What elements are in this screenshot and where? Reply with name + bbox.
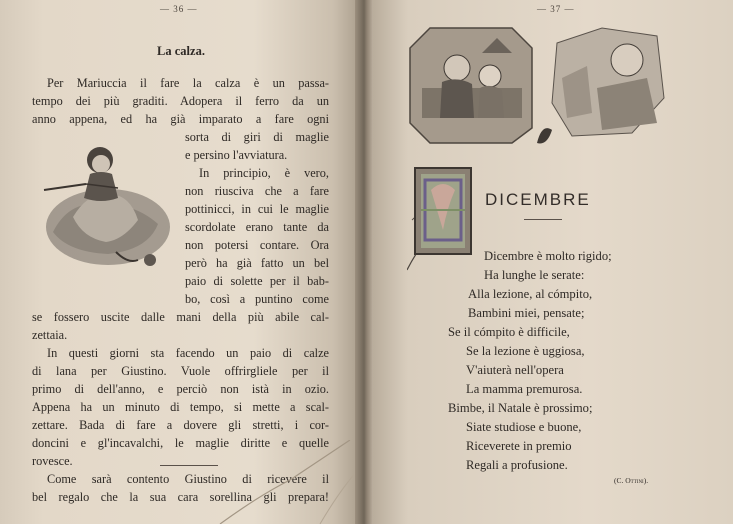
text-line: bo, così a puntino come — [185, 292, 329, 306]
text-line: bel regalo che la sua cara sorellina gli prepara! — [32, 490, 329, 504]
text-line: di lana per Giustino. Vuole offrirgliele per il — [32, 364, 329, 378]
poem-line: Ha lunghe le serate: — [484, 268, 585, 282]
text-line: In questi giorni sta facendo un paio di calze — [47, 346, 329, 360]
poem-line: La mamma premurosa. — [466, 382, 583, 396]
text-line: zettare. Bada di fare a dovere gli stretti, i cor- — [32, 418, 329, 432]
text-line: non potersi contare. Ora — [185, 238, 329, 252]
page-number: — 37 — — [537, 4, 575, 14]
left-page — [0, 0, 362, 524]
text-line: rovesce. — [32, 454, 73, 468]
text-line: Come sarà contento Giustino di ricevere il — [47, 472, 329, 486]
poem-line: Se il cómpito è difficile, — [448, 325, 570, 339]
poem-line: Regali a profusione. — [466, 458, 568, 472]
poem-line: Bimbe, il Natale è prossimo; — [448, 401, 593, 415]
text-line: se fossero uscite dalle mani della più abile cal- — [32, 310, 329, 324]
poem-line: V'aiuterà nell'opera — [466, 363, 564, 377]
knitting-girl-illustration — [38, 132, 173, 270]
text-line: In principio, è vero, — [199, 166, 329, 180]
poem-line: Dicembre è molto rigido; — [484, 249, 612, 263]
poem-attribution: (C. Ottini). — [614, 476, 649, 485]
text-line: però ha già fatto un bel — [185, 256, 329, 270]
text-line: scordolate erano tante da — [185, 220, 329, 234]
title-underline — [524, 219, 562, 220]
text-line: Per Mariuccia il fare la calza è un passa- — [47, 76, 329, 90]
poem-title: DICEMBRE — [485, 190, 591, 209]
poem-line: Alla lezione, al cómpito, — [468, 287, 593, 301]
page-title: La calza. — [157, 44, 205, 58]
poem-line: Siate studiose e buone, — [466, 420, 582, 434]
poem-line: Se la lezione è uggiosa, — [466, 344, 585, 358]
right-page — [372, 0, 733, 524]
page-number: — 36 — — [160, 4, 198, 14]
text-line: zettaia. — [32, 328, 68, 342]
text-line: anno appena, ed ha già imparato a fare ogni — [32, 112, 329, 126]
poem-line: Riceverete in premio — [466, 439, 572, 453]
text-line: pottinicci, in cui le maglie — [185, 202, 329, 216]
text-line: non riusciva che a fare — [185, 184, 329, 198]
poem-line: Bambini miei, pensate; — [468, 306, 585, 320]
text-line: doncini e gl'incavalchi, le maglie diritte e quelle — [32, 436, 329, 450]
text-line: paio di solette per il bab- — [185, 274, 329, 288]
text-line: sorta di giri di maglie — [185, 130, 329, 144]
paper-tear — [200, 440, 360, 524]
text-line: tempo dei più graditi. Adopera il ferro da un — [32, 94, 329, 108]
text-line: e persino l'avviatura. — [185, 148, 288, 162]
text-line: Appena ha un minuto di tempo, si mette a scal- — [32, 400, 329, 414]
family-vignette-illustration — [402, 18, 672, 150]
stained-glass-ornament — [407, 160, 477, 275]
text-line: primo di dell'anno, e perciò non istà in ozio. — [32, 382, 329, 396]
